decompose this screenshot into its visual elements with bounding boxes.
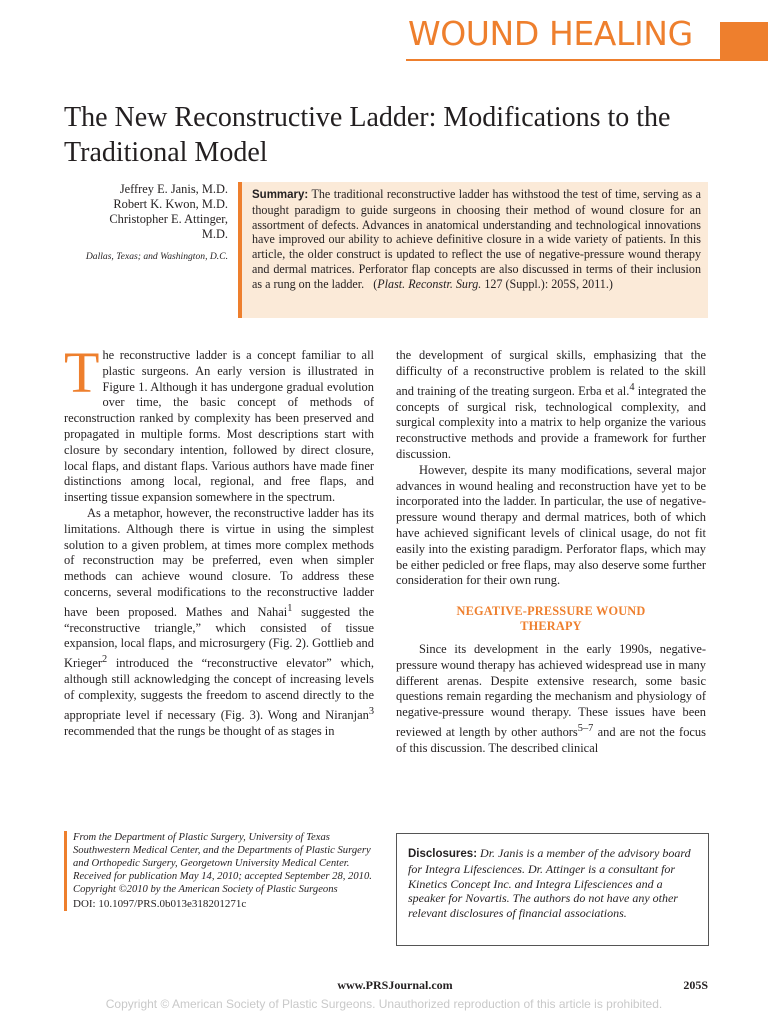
paragraph-text: As a metaphor, however, the reconstructive ladder has its limitations. Although there is virtue in using the simplest solution to a given problem, at times more complex methods of reconstruction may be preferred, even when simpler methods can achieve wound closure. To address these concerns, several modifications to the reconstructive ladder have been proposed. Mathes and Nahai — [64, 505, 374, 619]
section-heading-line: THERAPY — [520, 619, 582, 634]
reference-mark[interactable]: 1 — [287, 602, 293, 614]
reference-mark[interactable]: 4 — [629, 381, 635, 393]
summary-citation: 127 (Suppl.): 205S, 2011.) — [484, 276, 613, 291]
author-list — [40, 182, 228, 242]
summary-body: The traditional reconstructive ladder has withstood the test of time, serving as a thought paradigm to guide surgeons in choosing their method of wound closure for an assortment of defects. Advances in anatomical understanding and technological innovations have improved our ability to achieve definitive closure in a wide variety of patients. In this article, the older construct is updated to reflect the use of negative-pressure wound therapy and dermal matrices. Perforator flap concepts are also discussed in terms of their inclusion as a rung on the ladder. — [252, 187, 701, 291]
article-title: The New Reconstructive Ladder: Modifications to the Traditional Model — [64, 102, 671, 168]
disclosures-lead: Disclosures: — [408, 848, 478, 860]
paragraph-text: recommended that the rungs be thought of as stages in — [64, 723, 335, 738]
paragraph-text: Since its development in the early 1990s, negative-pressure wound therapy has achieved widespread use in many different arenas. Despite extensive research, some basic questions remain regarding the mechanism and physiology of negative-pressure wound therapy. These issues have been reviewed at length by other authors — [396, 642, 706, 740]
drop-cap: T — [64, 340, 100, 405]
paragraph-text: integrated the concepts of surgical risk, technological complexity, and surgical complexity into a matrix to help organize the various reconstructive methods and provide a framework for further discussion. — [396, 383, 706, 461]
reference-mark[interactable]: 5–7 — [577, 723, 594, 735]
reference-mark[interactable]: 2 — [101, 654, 108, 666]
author-name: M.D. — [201, 227, 228, 241]
paragraph-text: introduced the “reconstructive elevator” which, although still acknowledging the concept of increasing levels of complexity, suggests the freedom to ascend directly to the appropriate level if necessary (Fig. 3). Wong and Niranjan — [64, 656, 374, 722]
paragraph-text: the development of surgical skills, emphasizing that the difficulty of a reconstructive problem is related to the skill and training of the treating surgeon. Erba et al. — [396, 348, 706, 398]
section-header — [406, 13, 768, 61]
journal-url[interactable]: www.PRSJournal.com — [337, 978, 453, 992]
section-heading — [396, 604, 706, 634]
copyright-line: Copyright ©2010 by the American Society of Plastic Surgeons — [73, 884, 338, 895]
disclosures-box — [396, 833, 709, 946]
body-paragraph — [396, 348, 706, 463]
paragraph-text: and are not the focus of this discussion. The described clinical — [396, 725, 706, 756]
body-column-left — [64, 340, 374, 740]
received-date: Received for publication May 14, 2010; accepted September 28, 2010. — [73, 871, 372, 882]
doi[interactable]: DOI: 10.1097/PRS.0b013e318201271c — [73, 898, 247, 910]
section-color-block — [720, 22, 768, 59]
affiliation-footnote — [64, 831, 385, 911]
copyright-notice: Copyright © American Society of Plastic Surgeons. Unauthorized reproduction of this article is prohibited. — [105, 997, 663, 1011]
body-paragraph: However, despite its many modifications, several major advances in wound healing and reconstruction have yet to be incorporated into the ladder. In particular, the use of negative-pressure wound therapy and dermal matrices, both of which have achieved significant levels of clinical usage, do not fit easily into the existing paradigm. Perforator flaps, which may be either pedicled or free flaps, may also deserve some further consideration for their own rung. — [396, 462, 706, 588]
summary-box — [238, 182, 708, 318]
paragraph-text: suggested the “reconstructive triangle,” which consisted of tissue expansion, local flaps, and microsurgery (Fig. 2). Gottlieb and Krieger — [64, 604, 374, 671]
body-paragraph — [64, 340, 374, 506]
affiliation-text: From the Department of Plastic Surgery, University of Texas Southwestern Medical Center, and the Departments of Plastic Surgery and Orthopedic Surgery, Georgetown University Medical Center. — [73, 832, 371, 869]
author-name: Christopher E. Attinger, — [109, 212, 228, 226]
summary-lead: Summary: — [252, 189, 309, 201]
summary-citation-journal: Plast. Reconstr. Surg. — [377, 276, 482, 291]
body-paragraph — [396, 642, 706, 757]
summary-text: Summary: The traditional reconstructive ladder has withstood the test of time, serving as a thought paradigm to guide surgeons in choosing their method of wound closure for an assortment of defects. Advances in anatomical understanding and technological innovations have improved our ability to achieve definitive closure in a wide variety of patients. In this article, the older construct is updated to reflect the use of negative-pressure wound therapy and dermal matrices. Perforator flap concepts are also discussed in terms of their inclusion as a rung on the ladder. (Plast. Reconstr. Surg. 127 (Suppl.): 205S, 2011.) — [252, 187, 701, 291]
author-location: Dallas, Texas; and Washington, D.C. — [85, 251, 228, 262]
body-column-right — [396, 348, 706, 757]
author-name: Robert K. Kwon, M.D. — [113, 197, 228, 211]
paragraph-text: he reconstructive ladder is a concept familiar to all plastic surgeons. An early version is illustrated in Figure 1. Although it has undergone gradual evolution over time, the basic concept of methods of reconstruction ranked by complexity has been preserved and propagated in multiple forms. Most descriptions start with closure by secondary intention, followed by direct closure, local flaps, and distant flaps. Various authors have made finer distinctions among local, regional, and free flaps, and inserting tissue expansion somewhere in the spectrum. — [64, 348, 374, 505]
page-number: 205S — [683, 978, 708, 992]
body-paragraph — [64, 506, 374, 740]
author-name: Jeffrey E. Janis, M.D. — [119, 182, 228, 196]
section-heading-line: NEGATIVE-PRESSURE WOUND — [456, 604, 646, 619]
reference-mark[interactable]: 3 — [368, 705, 374, 717]
section-label: WOUND HEALING — [408, 14, 693, 53]
disclosures-text: Dr. Janis is a member of the advisory board for Integra Lifesciences. Dr. Attinger is a consultant for Kinetics Concept Inc. and Integra Lifesciences and a speaker for Novartis. The authors do not have any other relevant disclosures of financial associations. — [408, 846, 691, 921]
